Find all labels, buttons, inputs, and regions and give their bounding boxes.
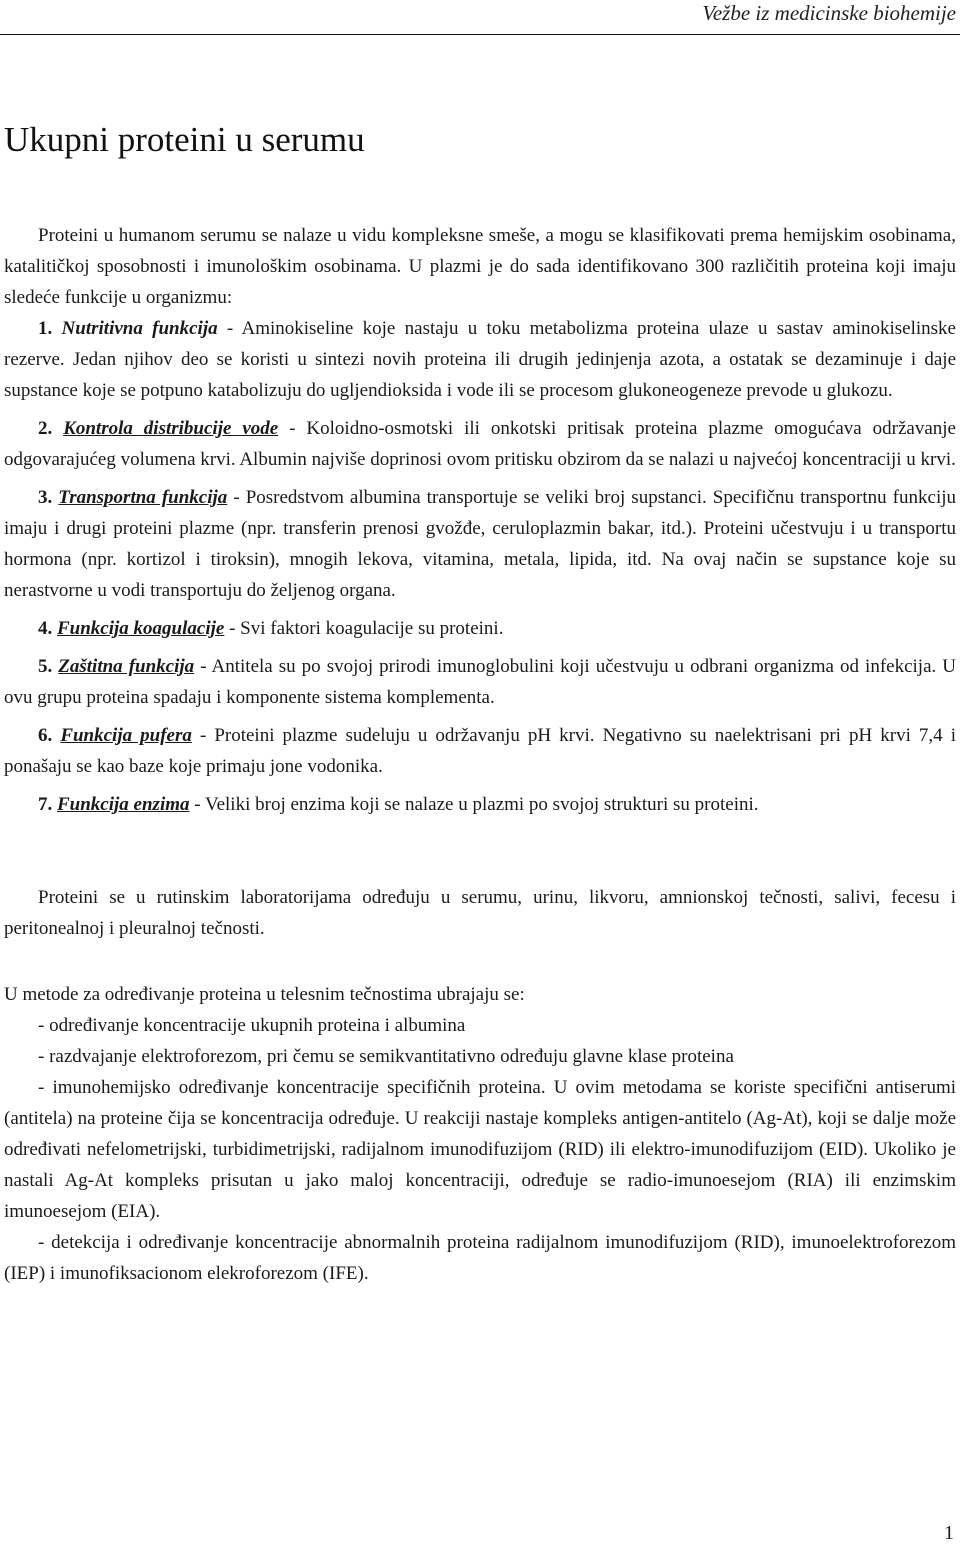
document-body (4, 220, 956, 1289)
function-name: Zaštitna funkcija (58, 656, 195, 677)
function-name: Nutritivna funkcija (61, 318, 218, 339)
function-name: Funkcija enzima (57, 794, 190, 815)
function-number: 4. (38, 618, 53, 639)
function-text: - Veliki broj enzima koji se nalaze u plazmi po svojoj strukturi su proteini. (189, 794, 759, 815)
running-header: Vežbe iz medicinske biohemije (702, 1, 956, 25)
function-item-2 (4, 413, 956, 475)
function-text: - Svi faktori koagulacije su proteini. (224, 618, 504, 639)
methods-item: - razdvajanje elektroforezom, pri čemu se semikvantitativno određuju glavne klase proteina (38, 1046, 734, 1067)
methods-intro: U metode za određivanje proteina u telesnim tečnostima ubrajaju se: (4, 984, 525, 1005)
function-item-1 (4, 313, 956, 406)
function-item-4 (4, 613, 956, 644)
function-number: 7. (38, 794, 53, 815)
function-item-5 (4, 651, 956, 713)
function-number: 2. (38, 418, 53, 439)
function-text: - Proteini plazme sudeluju u održavanju pH krvi. Negativno su naelektrisani pri pH krvi 7,4 i ponašaju se kao baze koje primaju jone vodonika. (4, 725, 956, 777)
header-rule (0, 34, 960, 35)
function-item-7 (4, 789, 956, 820)
function-name: Kontrola distribucije vode (63, 418, 279, 439)
function-text: - Posredstvom albumina transportuje se veliki broj supstanci. Specifičnu transportnu funkciju imaju i drugi proteini plazme (npr. transferin prenosi gvožđe, ceruloplazmin bakar, itd.). Proteini učestvuju i u transportu hormona (npr. kortizol i tiroksin), mnogih lekova, vitamina, metala, lipida, itd. Na ovaj način se supstance koje su nerastvorne u vodi transportuju do željenog organa. (4, 487, 956, 601)
function-name: Transportna funkcija (58, 487, 228, 508)
function-item-3 (4, 482, 956, 606)
function-item-6 (4, 720, 956, 782)
page-title: Ukupni proteini u serumu (4, 120, 365, 159)
function-number: 1. (38, 318, 53, 339)
function-number: 3. (38, 487, 53, 508)
function-number: 6. (38, 725, 53, 746)
methods-item: - određivanje koncentracije ukupnih proteina i albumina (38, 1015, 466, 1036)
routine-paragraph: Proteini se u rutinskim laboratorijama određuju u serumu, urinu, likvoru, amnionskoj tečnosti, salivi, fecesu i peritonealnoj i pleuralnoj tečnosti. (4, 887, 956, 939)
methods-item: - detekcija i određivanje koncentracije abnormalnih proteina radijalnom imunodifuzijom (RID), imunoelektroforezom (IEP) i imunofiksacionom elekroforezom (IFE). (4, 1232, 956, 1284)
intro-paragraph: Proteini u humanom serumu se nalaze u vidu kompleksne smeše, a mogu se klasifikovati prema hemijskim osobinama, katalitičkoj sposobnosti i imunološkim osobinama. U plazmi je do sada identifikovano 300 različitih proteina koji imaju sledeće funkcije u organizmu: (4, 225, 956, 308)
methods-item: - imunohemijsko određivanje koncentracije specifičnih proteina. U ovim metodama se koriste specifični antiserumi (antitela) na proteine čija se koncentracija određuje. U reakciji nastaje kompleks antigen-antitelo (Ag-At), koji se dalje može određivati nefelometrijski, turbidimetrijski, radijalnom imunodifuzijom (RID) ili elektro-imunodifuzijom (EID). Ukoliko je nastali Ag-At kompleks prisutan u jako maloj koncentraciji, određuje se radio-imunoesejom (RIA) ili enzimskim imunoesejom (EIA). (4, 1077, 956, 1222)
function-text: - Koloidno-osmotski ili onkotski pritisak proteina plazme omogućava održavanje odgovarajućeg volumena krvi. Albumin najviše doprinosi ovom pritisku obzirom da se nalazi u najvećoj koncentraciji u krvi. (4, 418, 956, 470)
function-number: 5. (38, 656, 53, 677)
function-text: - Aminokiseline koje nastaju u toku metabolizma proteina ulaze u sastav aminokiselinske rezerve. Jedan njihov deo se koristi u sintezi novih proteina ili drugih jedinjenja azota, a ostatak se dezaminuje i daje supstance koje se potpuno katabolizuju do ugljendioksida i vode ili se procesom glukoneogeneze prevode u glukozu. (4, 318, 956, 401)
function-name: Funkcija pufera (60, 725, 192, 746)
page-number: 1 (944, 1522, 954, 1544)
function-name: Funkcija koagulacije (57, 618, 225, 639)
function-text: - Antitela su po svojoj prirodi imunoglobulini koji učestvuju u odbrani organizma od infekcija. U ovu grupu proteina spadaju i komponente sistema komplementa. (4, 656, 957, 708)
